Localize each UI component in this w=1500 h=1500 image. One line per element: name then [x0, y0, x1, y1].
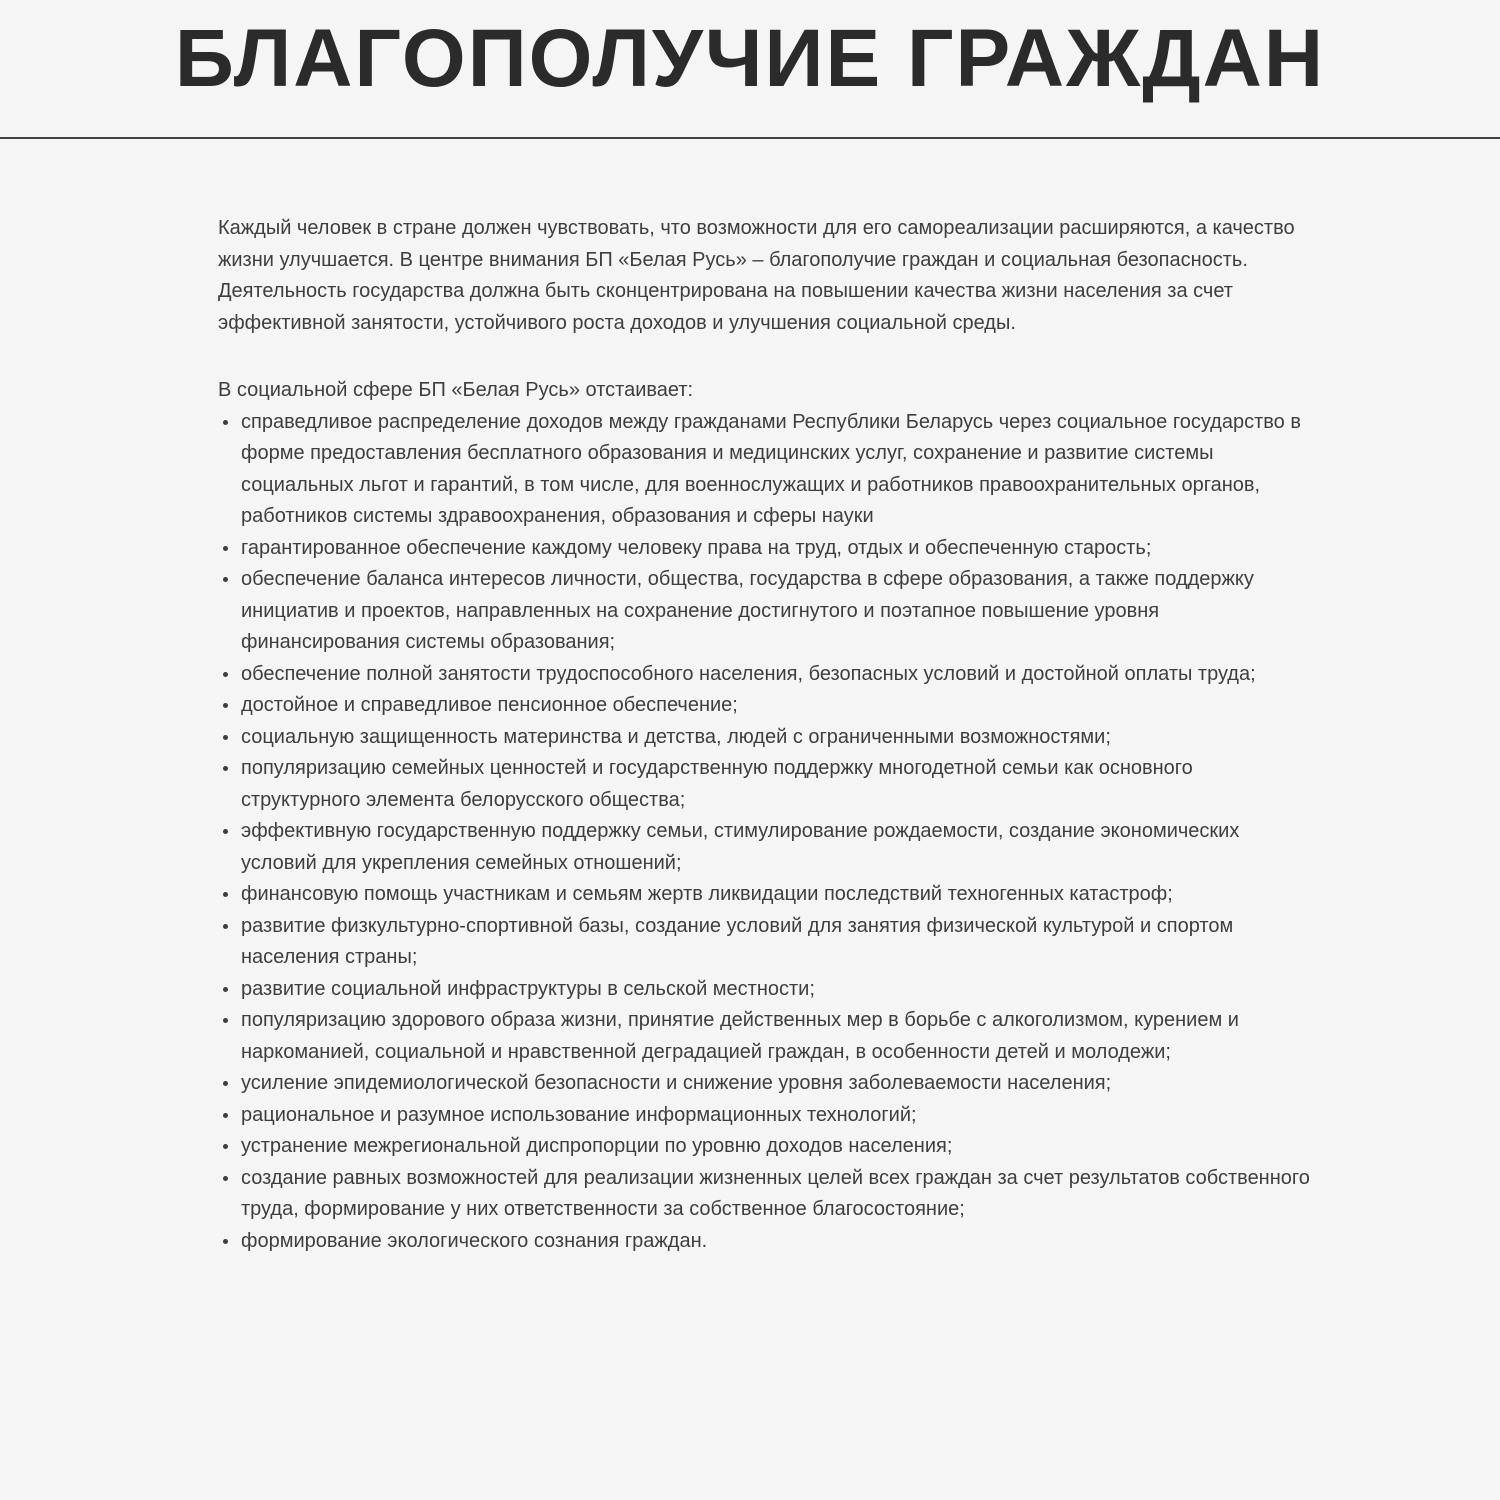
list-item: формирование экологического сознания граждан. — [218, 1226, 1310, 1258]
list-lead: В социальной сфере БП «Белая Русь» отстаивает: — [218, 379, 694, 401]
list-item: развитие социальной инфраструктуры в сельской местности; — [218, 974, 1310, 1006]
list-item: обеспечение полной занятости трудоспособного населения, безопасных условий и достойной оплаты труда; — [218, 659, 1310, 691]
list-item: финансовую помощь участникам и семьям жертв ликвидации последствий техногенных катастроф; — [218, 879, 1310, 911]
list-item: эффективную государственную поддержку семьи, стимулирование рождаемости, создание экономических условий для укрепления семейных отношений; — [218, 816, 1310, 879]
list-item: устранение межрегиональной диспропорции по уровню доходов населения; — [218, 1131, 1310, 1163]
list-item: рациональное и разумное использование информационных технологий; — [218, 1100, 1310, 1132]
list-item: социальную защищенность материнства и детства, людей с ограниченными возможностями; — [218, 722, 1310, 754]
article-content — [218, 139, 1310, 1257]
list-item: усиление эпидемиологической безопасности и снижение уровня заболеваемости населения; — [218, 1068, 1310, 1100]
list-item: гарантированное обеспечение каждому человеку права на труд, отдых и обеспеченную старость; — [218, 533, 1310, 565]
list-item: обеспечение баланса интересов личности, общества, государства в сфере образования, а также поддержку инициатив и проектов, направленных на сохранение достигнутого и поэтапное повышение уровня финансирования системы образования; — [218, 564, 1310, 659]
list-item: популяризацию здорового образа жизни, принятие действенных мер в борьбе с алкоголизмом, курением и наркоманией, социальной и нравственной деградацией граждан, в особенности детей и молодежи; — [218, 1005, 1310, 1068]
list-item: достойное и справедливое пенсионное обеспечение; — [218, 690, 1310, 722]
page-title: БЛАГОПОЛУЧИЕ ГРАЖДАН — [174, 13, 1326, 104]
intro-paragraph: Каждый человек в стране должен чувствовать, что возможности для его самореализации расширяются, а качество жизни улучшается. В центре внимания БП «Белая Русь» – благополучие граждан и социальная безопасность. Деятельность государства должна быть сконцентрирована на повышении качества жизни населения за счет эффективной занятости, устойчивого роста доходов и улучшения социальной среды. — [218, 217, 1295, 334]
list-item: справедливое распределение доходов между гражданами Республики Беларусь через социальное государство в форме предоставления бесплатного образования и медицинских услуг, сохранение и развитие системы социальных льгот и гарантий, в том числе, для военнослужащих и работников правоохранительных органов, работников системы здравоохранения, образования и сферы науки — [218, 407, 1310, 533]
points-list — [218, 407, 1310, 1258]
list-item: развитие физкультурно-спортивной базы, создание условий для занятия физической культурой и спортом населения страны; — [218, 911, 1310, 974]
page-header — [0, 0, 1500, 110]
list-item: создание равных возможностей для реализации жизненных целей всех граждан за счет результатов собственного труда, формирование у них ответственности за собственное благосостояние; — [218, 1163, 1310, 1226]
list-item: популяризацию семейных ценностей и государственную поддержку многодетной семьи как основного структурного элемента белорусского общества; — [218, 753, 1310, 816]
